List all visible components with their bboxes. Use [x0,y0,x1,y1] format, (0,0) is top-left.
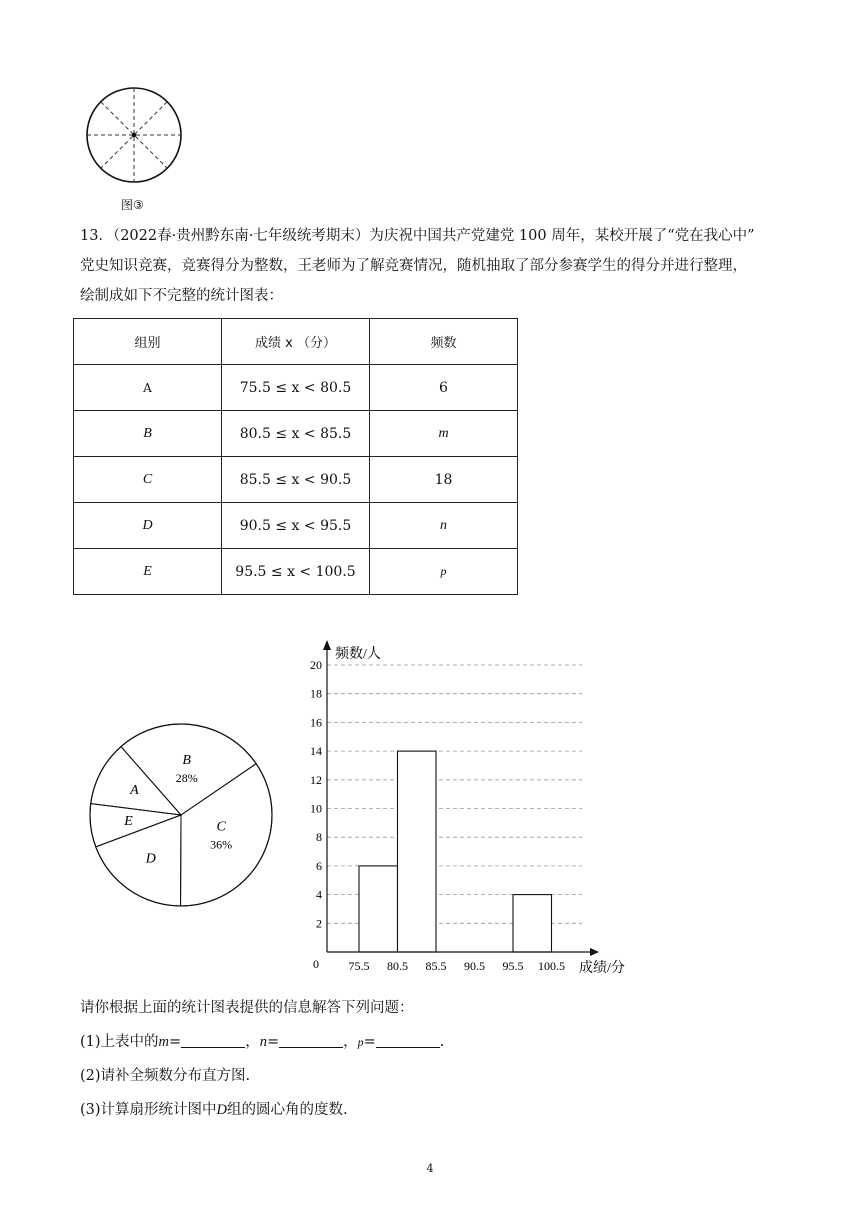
var-p: p [357,1035,364,1049]
table-row [74,365,518,411]
y-tick-label: 4 [316,887,322,902]
y-axis-arrow [323,640,331,650]
table-cell: 85.5 ≤ x < 90.5 [222,457,370,503]
x-tick-label: 90.5 [464,959,485,973]
table-cell: A [74,365,222,411]
pie-label-a: A [130,783,139,799]
table-cell: E [74,549,222,595]
answer-prompt: 请你根据上面的统计图表提供的信息解答下列问题： [80,1000,414,1016]
pie-slice-d [96,815,181,906]
sub3-after: 组的圆心角的度数. [227,1102,348,1118]
table-cell: D [74,503,222,549]
y-tick-label: 16 [310,715,322,730]
answer-blank-m[interactable] [181,1033,245,1048]
pie-percent-c: 36% [210,837,233,852]
score-table [73,318,518,595]
comma: ， [343,1034,358,1050]
eq-sign: = [363,1034,376,1050]
question-line1: 为庆祝中国共产党建党 100 周年，某校开展了“党在我心中” [369,228,755,244]
table-header-cell: 频数 [370,319,518,365]
y-tick-label: 14 [310,744,322,759]
var-m: m [158,1034,170,1050]
y-axis-title: 频数/人 [335,647,381,662]
table-row [74,503,518,549]
histogram-bar [359,866,398,952]
table-row [74,549,518,595]
y-tick-label: 20 [310,658,322,672]
table-cell: B [74,411,222,457]
table-header-cell: 组别 [74,319,222,365]
x-tick-label: 95.5 [502,959,524,973]
var-d: D [216,1102,228,1118]
sub-question-2: (2)请补全频数分布直方图. [80,1068,251,1084]
table-cell: 80.5 ≤ x < 85.5 [222,411,370,457]
table-row [74,411,518,457]
pie-chart [80,720,280,915]
table-row [74,457,518,503]
table-cell: C [74,457,222,503]
answer-blank-n[interactable] [279,1033,343,1048]
table-cell: m [370,411,518,457]
question-number: 13． [80,228,113,244]
table-cell: 18 [370,457,518,503]
x-axis-title: 成绩/分 [579,961,625,976]
table-cell: 90.5 ≤ x < 95.5 [222,503,370,549]
pie-slice-e [90,804,181,847]
x-tick-label: 80.5 [387,959,408,973]
y-tick-label: 6 [316,858,322,873]
question-line3: 绘制成如下不完整的统计图表： [80,288,283,304]
x-tick-label: 85.5 [425,959,447,973]
table-cell: 95.5 ≤ x < 100.5 [222,549,370,595]
var-n: n [259,1034,267,1050]
histogram-chart [295,636,640,986]
y-tick-label: 10 [310,801,322,816]
x-axis-arrow [590,948,599,956]
question-text [80,221,800,311]
y-tick-label: 8 [316,830,322,845]
pie-label-c: C [216,819,226,835]
histogram-bar [398,751,437,952]
eq-sign: = [169,1034,182,1050]
pie-label-d: D [145,851,156,867]
answer-blank-p[interactable] [376,1033,440,1048]
period: . [439,1034,445,1050]
figure3-circle [80,80,195,195]
sub1-label: (1)上表中的 [80,1034,159,1050]
table-cell: 6 [370,365,518,411]
y-tick-label: 12 [310,772,322,787]
figure3-caption: 图③ [121,198,144,212]
page-number: 4 [426,1162,434,1175]
pie-label-e: E [124,814,133,830]
x-tick-label: 100.5 [538,959,565,973]
table-header-row [74,319,518,365]
question-source: （2022春·贵州黔东南·七年级统考期末） [112,228,370,244]
pie-slice-c [181,764,272,906]
question-line2: 党史知识竞赛，竞赛得分为整数，王老师为了解竞赛情况，随机抽取了部分参赛学生的得分并进行整理， [80,258,747,274]
sub3-before: (3)计算扇形统计图中 [80,1102,217,1118]
comma: ， [245,1034,260,1050]
pie-label-b: B [182,752,191,768]
sub-question-1 [80,1030,444,1051]
pie-slice-a [91,747,181,815]
table-header-cell: 成绩 x （分） [222,319,370,365]
table-cell: n [370,503,518,549]
table-cell: 75.5 ≤ x < 80.5 [222,365,370,411]
x-tick-label: 75.5 [348,959,370,973]
histogram-bar [513,895,552,952]
pie-percent-b: 28% [175,770,198,785]
origin-label: 0 [313,957,319,971]
y-tick-label: 2 [316,916,322,931]
eq-sign: = [266,1034,280,1050]
table-cell: p [370,549,518,595]
sub-question-3 [80,1098,348,1119]
y-tick-label: 18 [310,686,322,701]
